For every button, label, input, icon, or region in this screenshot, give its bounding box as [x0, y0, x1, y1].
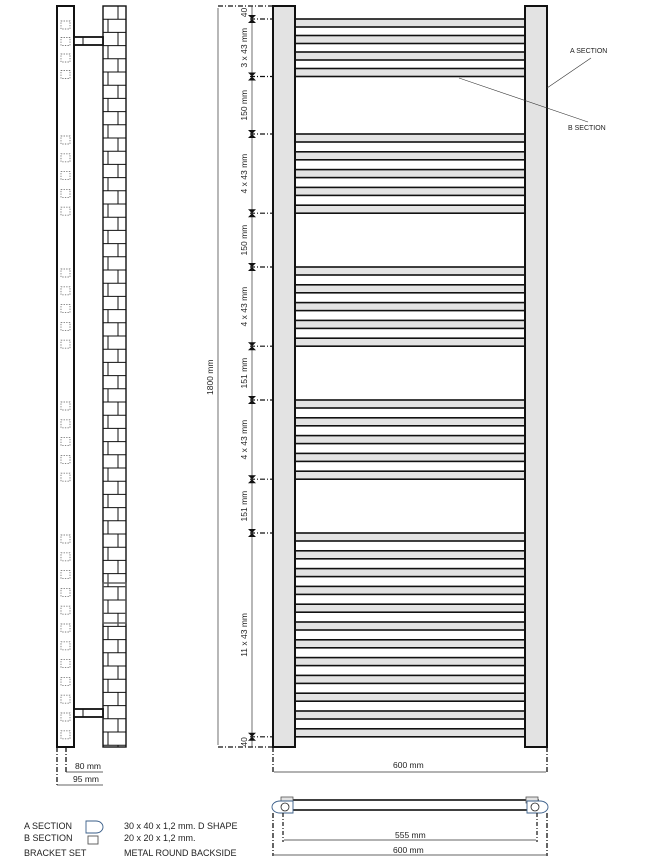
horizontal-bar [295, 675, 525, 683]
brick-wall [103, 6, 126, 747]
total-width-dim: 600 mm [393, 760, 424, 770]
a-section-callout: A SECTION [570, 48, 608, 55]
segment-dim-label: 40 [239, 737, 249, 747]
segment-dim-label: 151 mm [239, 490, 249, 522]
horizontal-bar [295, 640, 525, 648]
top-view [272, 797, 548, 856]
horizontal-bar [295, 693, 525, 701]
horizontal-bar [295, 622, 525, 630]
segment-dim-label: 4 x 43 mm [239, 419, 249, 460]
legend-row-b [24, 832, 238, 844]
bottom-bracket [74, 709, 103, 717]
top-inner-dim: 555 mm [395, 830, 426, 840]
side-radiator-column [57, 6, 74, 747]
legend-name: BRACKET SET [24, 848, 87, 858]
horizontal-bar [295, 586, 525, 594]
horizontal-bar [295, 285, 525, 293]
segment-dim-label: 11 x 43 mm [239, 613, 249, 657]
horizontal-bar [295, 69, 525, 77]
top-bracket [74, 37, 103, 45]
right-vertical-collector [525, 6, 547, 747]
total-height-dim: 1800 mm [205, 359, 215, 395]
horizontal-bars [295, 19, 525, 737]
segment-dim-label: 150 mm [239, 224, 249, 256]
b-section-callout: B SECTION [568, 125, 606, 132]
left-vertical-collector [273, 6, 295, 747]
legend [24, 820, 238, 859]
horizontal-bar [295, 152, 525, 160]
horizontal-bar [295, 471, 525, 479]
horizontal-bar [295, 320, 525, 328]
horizontal-bar [295, 36, 525, 44]
horizontal-bar [295, 303, 525, 311]
horizontal-bar [295, 569, 525, 577]
horizontal-bar [295, 19, 525, 27]
horizontal-bar [295, 533, 525, 541]
horizontal-bar [295, 205, 525, 213]
side-view [57, 6, 126, 785]
horizontal-bar [295, 551, 525, 559]
horizontal-bar [295, 453, 525, 461]
segment-dim-label: 4 x 43 mm [239, 286, 249, 327]
horizontal-bar [295, 187, 525, 195]
segment-dim-label: 151 mm [239, 357, 249, 389]
horizontal-bar [295, 134, 525, 142]
legend-spec: METAL ROUND BACKSIDE [124, 848, 237, 858]
horizontal-bar [295, 267, 525, 275]
legend-spec: 30 x 40 x 1,2 mm. D SHAPE [124, 821, 238, 831]
legend-spec: 20 x 20 x 1,2 mm. [124, 833, 196, 843]
horizontal-bar [295, 52, 525, 60]
segment-dimensions [239, 6, 273, 747]
front-view [205, 6, 607, 774]
horizontal-bar [295, 338, 525, 346]
horizontal-bar [295, 604, 525, 612]
horizontal-bar [295, 400, 525, 408]
segment-dim-label: 4 x 43 mm [239, 153, 249, 194]
horizontal-bar [295, 170, 525, 178]
segment-dim-label: 40 [239, 7, 249, 18]
horizontal-bar [295, 436, 525, 444]
horizontal-bar [295, 729, 525, 737]
legend-row-bracket [24, 847, 238, 859]
segment-dim-label: 150 mm [239, 89, 249, 121]
horizontal-bar [295, 711, 525, 719]
side-inner-dim: 80 mm [75, 761, 101, 771]
horizontal-bar [295, 418, 525, 426]
legend-row-a [24, 820, 238, 832]
legend-name: A SECTION [24, 821, 73, 831]
top-outer-dim: 600 mm [393, 845, 424, 855]
horizontal-bar [295, 658, 525, 666]
legend-name: B SECTION [24, 833, 73, 843]
side-outer-dim: 95 mm [73, 774, 99, 784]
segment-dim-label: 3 x 43 mm [239, 27, 249, 68]
